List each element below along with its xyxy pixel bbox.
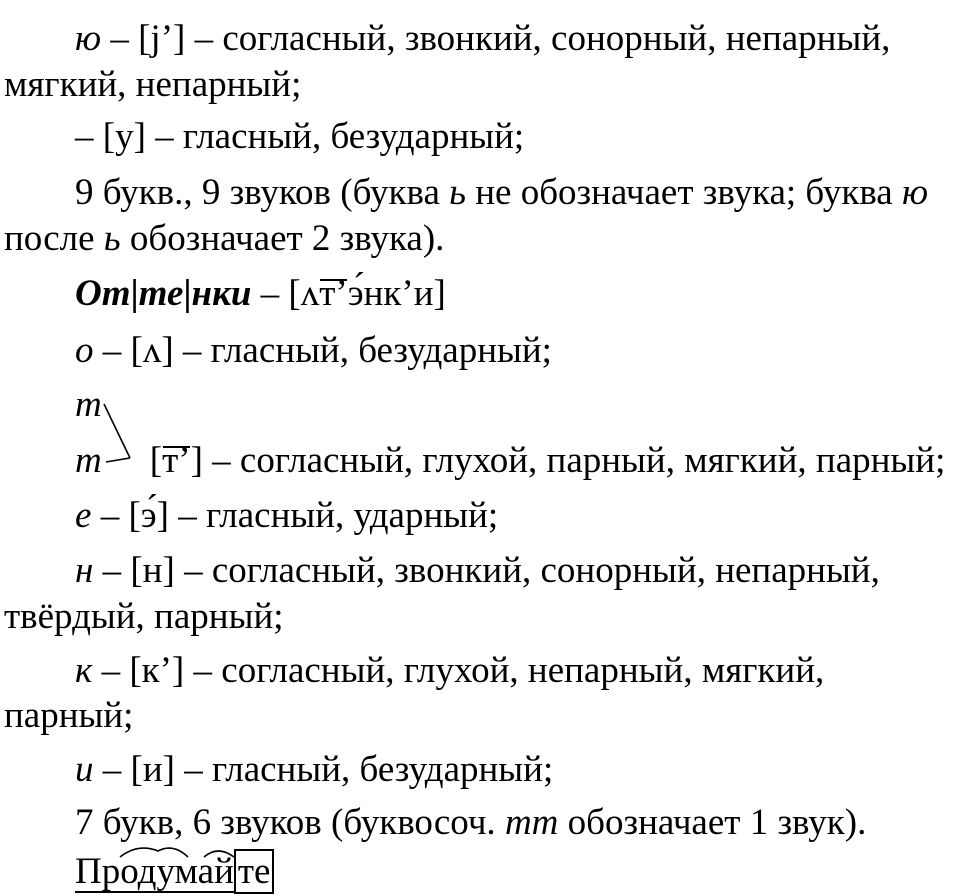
sound-j: [j’]	[138, 18, 186, 59]
summary-2: 7 букв, 6 звуков (буквосоч. тт обозначает 1 звук).	[75, 802, 867, 843]
row-o: о – [ʌ] – гласный, безударный;	[75, 330, 552, 371]
letter-ju: ю	[75, 18, 102, 59]
row-e: е – [э́] – гласный, ударный;	[75, 495, 499, 536]
row-u: – [у] – гласный, безударный;	[75, 116, 525, 157]
row-t2: т [т’] – согласный, глухой, парный, мягкий, парный;	[75, 440, 946, 481]
summary-1-line2: после ь обозначает 2 звука).	[4, 218, 445, 259]
row-k-cont: парный;	[4, 695, 134, 736]
transcription: [ʌт’э́нк’и]	[288, 273, 446, 314]
row-ju: ю – [j’] – согласный, звонкий, сонорный, непарный,	[75, 18, 891, 59]
word-heading: От|те|нки – [ʌт’э́нк’и]	[75, 273, 446, 314]
row-t1: т	[75, 384, 102, 425]
row-i: и – [и] – гласный, безударный;	[75, 749, 554, 790]
row-n: н – [н] – согласный, звонкий, сонорный, непарный,	[75, 550, 880, 591]
think-stem: Продумай	[75, 851, 234, 892]
think-ending-box: те	[234, 849, 275, 894]
row-k: к – [к’] – согласный, глухой, непарный, мягкий,	[75, 650, 825, 691]
row-n-cont: твёрдый, парный;	[4, 596, 284, 637]
summary-1-line1: 9 букв., 9 звуков (буква ь не обозначает звука; буква ю	[75, 172, 929, 213]
root-arc	[118, 843, 248, 861]
sound-u: [у]	[102, 116, 146, 157]
row-ju-cont: мягкий, непарный;	[4, 64, 302, 105]
